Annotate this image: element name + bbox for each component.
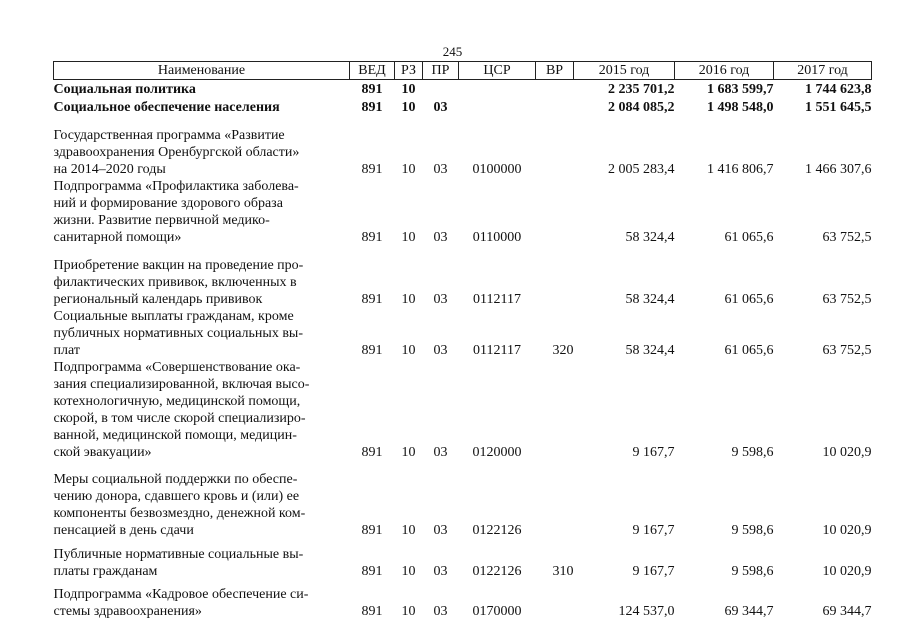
cell-2017: 10 020,9 — [822, 564, 872, 579]
table-row — [54, 539, 872, 580]
cell-2017: 69 344,7 — [822, 604, 872, 619]
cell-2015: 9 167,7 — [632, 445, 675, 460]
cell-csr: 0122126 — [472, 523, 522, 538]
cell-name-line: Подпрограмма «Кадровое обеспечение си- — [53, 587, 309, 602]
cell-name-line: Приобретение вакцин на проведение про- — [53, 258, 304, 273]
cell-ved: 891 — [361, 82, 383, 97]
cell-name: Социальное обеспечение населения — [53, 100, 280, 115]
cell-2016: 69 344,7 — [724, 604, 774, 619]
table-row — [54, 178, 872, 246]
cell-name-line: Подпрограмма «Профилактика заболева- — [53, 179, 299, 194]
cell-vr: 310 — [552, 564, 574, 579]
table-row — [54, 308, 872, 359]
cell-ved: 891 — [361, 292, 383, 307]
cell-name-line: Меры социальной поддержки по обеспе- — [53, 472, 298, 487]
cell-pr: 03 — [433, 445, 448, 460]
cell-name-line: скорой, в том числе скорой специализиро- — [53, 411, 306, 426]
cell-2017: 10 020,9 — [822, 523, 872, 538]
cell-name — [54, 580, 350, 620]
cell-name-line: чению донора, сдавшего кровь и (или) ее — [53, 489, 300, 504]
cell-2017: 1 744 623,8 — [805, 82, 872, 97]
cell-pr: 03 — [433, 343, 448, 358]
cell-ved: 891 — [361, 445, 383, 460]
cell-vr — [536, 461, 574, 539]
cell-2017: 1 551 645,5 — [805, 100, 872, 115]
cell-2016: 1 498 548,0 — [707, 100, 774, 115]
header-2017: 2017 год — [774, 62, 872, 80]
cell-name — [54, 117, 350, 178]
cell-pr: 03 — [433, 564, 448, 579]
cell-rz: 10 — [401, 445, 416, 460]
cell-ved: 891 — [361, 523, 383, 538]
cell-pr: 03 — [433, 292, 448, 307]
budget-table — [53, 61, 872, 620]
cell-name-line: компоненты безвозмездно, денежной ком- — [53, 506, 306, 521]
cell-rz: 10 — [401, 162, 416, 177]
cell-rz: 10 — [401, 523, 416, 538]
header-2015: 2015 год — [574, 62, 675, 80]
cell-name-line: Публичные нормативные социальные вы- — [53, 547, 304, 562]
cell-csr: 0112117 — [473, 292, 521, 307]
cell-ved: 891 — [361, 100, 383, 115]
cell-ved: 891 — [361, 604, 383, 619]
cell-csr: 0112117 — [473, 343, 521, 358]
cell-rz: 10 — [401, 230, 416, 245]
cell-2017: 63 752,5 — [822, 343, 872, 358]
cell-csr — [459, 80, 536, 99]
cell-name: Социальная политика — [53, 82, 196, 97]
header-2016: 2016 год — [675, 62, 774, 80]
cell-vr — [536, 359, 574, 461]
cell-name-line: Государственная программа «Развитие — [53, 128, 285, 143]
table-row — [54, 117, 872, 178]
cell-name — [54, 246, 350, 308]
header-rz: РЗ — [395, 62, 423, 80]
cell-2016: 9 598,6 — [731, 445, 774, 460]
cell-ved: 891 — [361, 564, 383, 579]
cell-csr — [459, 98, 536, 117]
cell-2017: 63 752,5 — [822, 230, 872, 245]
cell-pr: 03 — [433, 100, 448, 115]
cell-name — [54, 308, 350, 359]
cell-csr: 0120000 — [472, 445, 522, 460]
cell-2017: 63 752,5 — [822, 292, 872, 307]
cell-pr: 03 — [433, 162, 448, 177]
cell-2015: 2 084 085,2 — [608, 100, 675, 115]
header-ved: ВЕД — [350, 62, 395, 80]
cell-ved: 891 — [361, 230, 383, 245]
cell-2015: 9 167,7 — [632, 564, 675, 579]
cell-name-line: ванной, медицинской помощи, медицин- — [53, 428, 297, 443]
cell-vr: 320 — [552, 343, 574, 358]
header-name: Наименование — [54, 62, 350, 80]
cell-name-line: жизни. Развитие первичной медико- — [53, 213, 270, 228]
cell-vr — [536, 80, 574, 99]
header-csr: ЦСР — [459, 62, 536, 80]
cell-2016: 9 598,6 — [731, 523, 774, 538]
cell-name-line: на 2014–2020 годы — [53, 162, 166, 177]
table-row — [54, 80, 872, 99]
cell-name — [54, 178, 350, 246]
cell-pr: 03 — [433, 230, 448, 245]
cell-vr — [536, 98, 574, 117]
cell-2016: 61 065,6 — [724, 292, 774, 307]
cell-name-line: публичных нормативных социальных вы- — [53, 326, 303, 341]
cell-rz: 10 — [401, 564, 416, 579]
header-vr: ВР — [536, 62, 574, 80]
cell-name-line: зания специализированной, включая высо- — [53, 377, 310, 392]
cell-name-line: ний и формирование здорового образа — [53, 196, 283, 211]
cell-2015: 58 324,4 — [625, 343, 675, 358]
table-row — [54, 246, 872, 308]
cell-vr — [536, 580, 574, 620]
cell-pr: 03 — [433, 523, 448, 538]
cell-name-line: плат — [53, 343, 80, 358]
cell-csr: 0110000 — [472, 230, 522, 245]
cell-rz: 10 — [401, 604, 416, 619]
cell-name-line: региональный календарь прививок — [53, 292, 263, 307]
cell-rz: 10 — [401, 292, 416, 307]
table-row — [54, 98, 872, 117]
cell-ved: 891 — [361, 162, 383, 177]
cell-name-line: филактических прививок, включенных в — [53, 275, 297, 290]
cell-2017: 10 020,9 — [822, 445, 872, 460]
cell-rz: 10 — [401, 343, 416, 358]
cell-name-line: Подпрограмма «Совершенствование ока- — [53, 360, 301, 375]
cell-name-line: Социальные выплаты гражданам, кроме — [53, 309, 294, 324]
cell-rz: 10 — [401, 82, 416, 97]
cell-name-line: платы гражданам — [53, 564, 158, 579]
cell-ved: 891 — [361, 343, 383, 358]
table-header-row — [54, 62, 872, 80]
cell-2016: 9 598,6 — [731, 564, 774, 579]
page-number: 245 — [442, 44, 463, 59]
cell-pr — [423, 80, 459, 99]
cell-vr — [536, 117, 574, 178]
table-row — [54, 359, 872, 461]
cell-name-line: санитарной помощи» — [53, 230, 182, 245]
cell-csr: 0122126 — [472, 564, 522, 579]
cell-name — [54, 359, 350, 461]
cell-pr: 03 — [433, 604, 448, 619]
cell-csr: 0170000 — [472, 604, 522, 619]
cell-name-line: котехнологичную, медицинской помощи, — [53, 394, 301, 409]
cell-2015: 58 324,4 — [625, 292, 675, 307]
cell-name-line: ской эвакуации» — [53, 445, 152, 460]
cell-2016: 61 065,6 — [724, 343, 774, 358]
cell-2016: 1 683 599,7 — [707, 82, 774, 97]
cell-2015: 58 324,4 — [625, 230, 675, 245]
header-pr: ПР — [423, 62, 459, 80]
cell-2016: 61 065,6 — [724, 230, 774, 245]
cell-2015: 9 167,7 — [632, 523, 675, 538]
cell-2015: 2 235 701,2 — [608, 82, 675, 97]
table-row — [54, 461, 872, 539]
cell-2016: 1 416 806,7 — [707, 162, 774, 177]
cell-2017: 1 466 307,6 — [805, 162, 872, 177]
cell-rz: 10 — [401, 100, 416, 115]
cell-name — [54, 461, 350, 539]
cell-name-line: стемы здравоохранения» — [53, 604, 202, 619]
cell-2015: 124 537,0 — [618, 604, 675, 619]
table-row — [54, 580, 872, 620]
cell-2015: 2 005 283,4 — [608, 162, 675, 177]
cell-vr — [536, 178, 574, 246]
cell-name-line: здравоохранения Оренбургской области» — [53, 145, 300, 160]
cell-csr: 0100000 — [472, 162, 522, 177]
cell-vr — [536, 246, 574, 308]
cell-name — [54, 539, 350, 580]
cell-name-line: пенсацией в день сдачи — [53, 523, 194, 538]
